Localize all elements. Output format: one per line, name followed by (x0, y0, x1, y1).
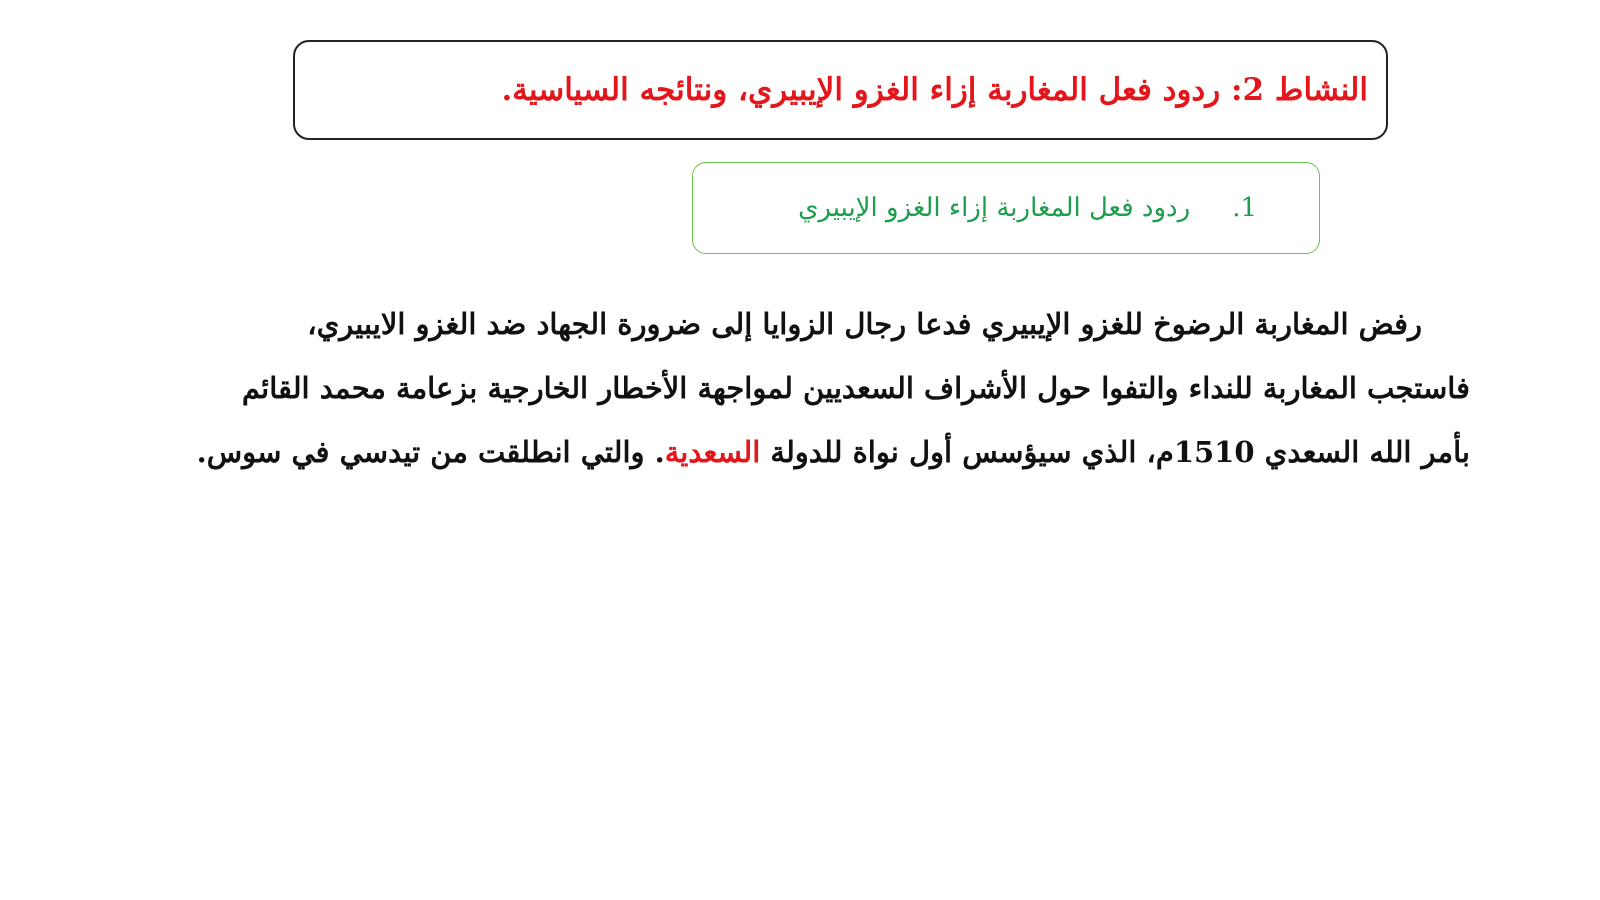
subheading-box (692, 162, 1320, 254)
title-box (293, 40, 1388, 140)
subheading-text: ردود فعل المغاربة إزاء الغزو الإيبيري (798, 193, 1191, 223)
paragraph-line-2: فاستجب المغاربة للنداء والتفوا حول الأشراف السعديين لمواجهة الأخطار الخارجية بزعامة محمد القائم (241, 371, 1470, 405)
activity-title: النشاط 2: ردود فعل المغاربة إزاء الغزو الإيبيري، ونتائجه السياسية. (501, 72, 1368, 108)
paragraph-line-3-end: . والتي انطلقت من تيدسي في سوس. (196, 435, 665, 469)
paragraph-line-3-start: بأمر الله السعدي 1510م، الذي سيؤسس أول نواة للدولة (760, 435, 1470, 469)
paragraph-line-3 (170, 420, 1470, 484)
body-paragraph (170, 292, 1470, 484)
paragraph-line-1: رفض المغاربة الرضوخ للغزو الإيبيري فدعا رجال الزوايا إلى ضرورة الجهاد ضد الغزو الايبيري، (307, 307, 1422, 341)
saadian-highlight: السعدية (664, 435, 761, 469)
subheading-number: 1. (1232, 193, 1257, 223)
